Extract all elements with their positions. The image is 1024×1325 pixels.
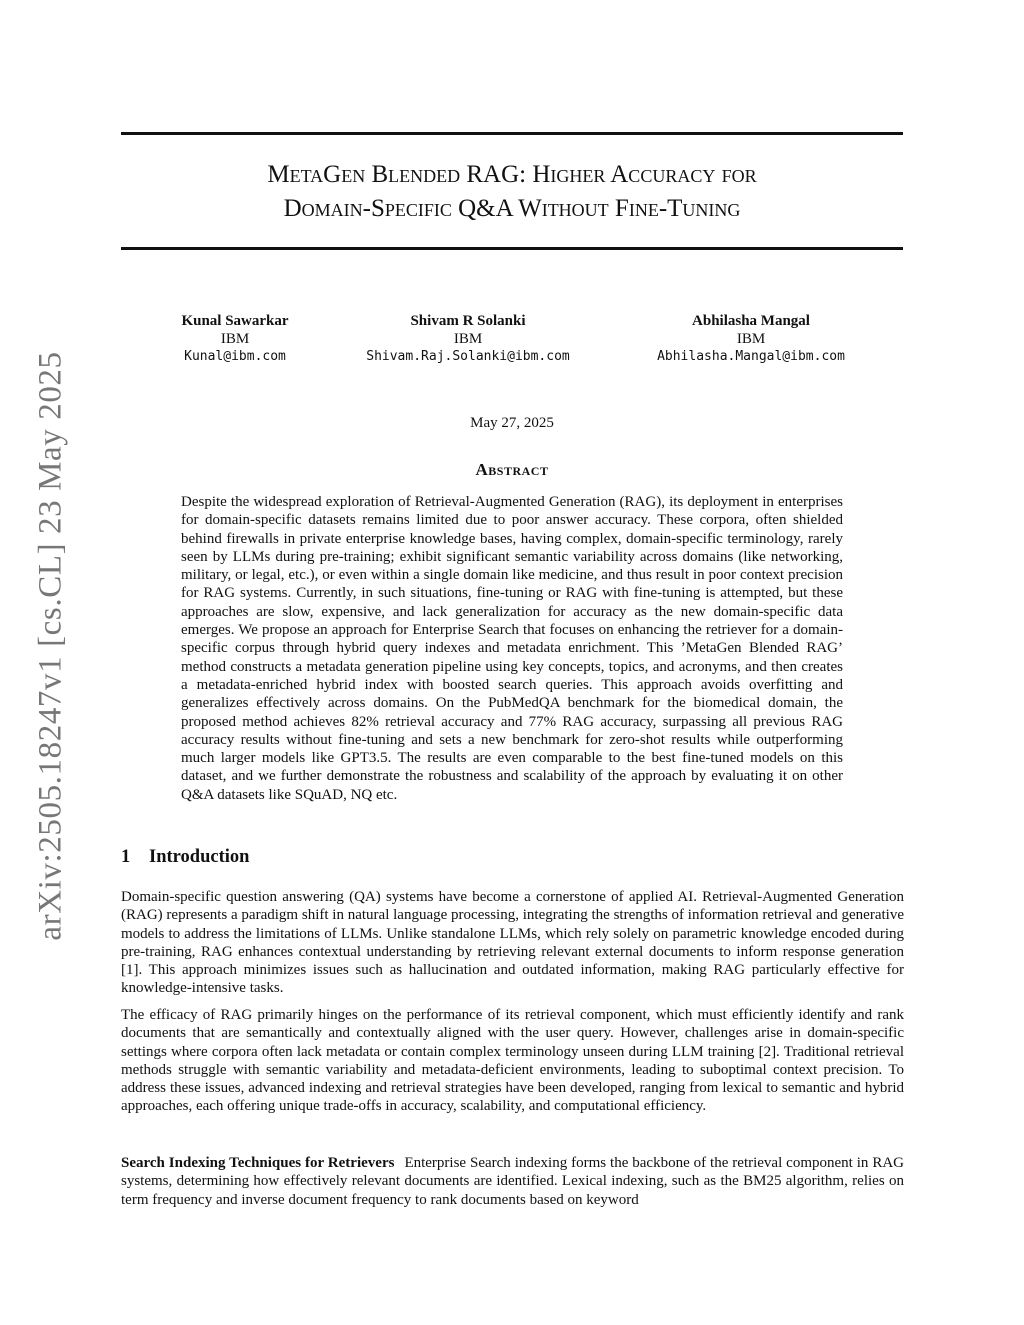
arxiv-identifier: arXiv:2505.18247v1 [cs.CL] 23 May 2025 [32, 351, 69, 941]
title-line-1: MetaGen Blended RAG: Higher Accuracy for [267, 161, 757, 188]
author-email[interactable]: Abhilasha.Mangal@ibm.com [657, 349, 845, 364]
intro-paragraph-3 [121, 1154, 904, 1209]
author-block [121, 312, 903, 372]
abstract-heading: Abstract [475, 460, 549, 479]
section-title: Introduction [149, 847, 250, 867]
paragraph-run-in-heading: Search Indexing Techniques for Retrievers [121, 1155, 395, 1171]
author-affiliation: IBM [736, 331, 766, 347]
section-number: 1 [121, 847, 131, 867]
title-line-2: Domain-Specific Q&A Without Fine-Tuning [283, 195, 741, 222]
author-email[interactable]: Shivam.Raj.Solanki@ibm.com [366, 349, 570, 364]
section-heading-introduction [121, 847, 249, 868]
author-affiliation: IBM [453, 331, 483, 347]
publication-date: May 27, 2025 [470, 415, 554, 431]
author-3 [626, 312, 876, 366]
author-email[interactable]: Kunal@ibm.com [184, 349, 286, 364]
author-affiliation: IBM [220, 331, 250, 347]
author-name: Shivam R Solanki [410, 313, 526, 329]
paragraph-body: Enterprise Search indexing forms the backbone of the retrieval component in RAG systems, determining how effectively relevant documents are identified. Lexical indexing, such as the BM25 algorithm, relies on term frequency and inverse document frequency to rank documents based on keyword [121, 1155, 904, 1208]
abstract-text: Despite the widespread exploration of Retrieval-Augmented Generation (RAG), its deployment in enterprises for domain-specific datasets remains limited due to poor answer accuracy. These corpora, often shielded behind firewalls in private enterprise knowledge bases, having complex, domain-specific terminology, rarely seen by LLMs during pre-training; exhibit significant semantic variability across domains (like networking, military, or legal, etc.), or even within a single domain like medicine, and thus result in poor context precision for RAG systems. Currently, in such situations, fine-tuning or RAG with fine-tuning is attempted, but these approaches are slow, expensive, and lack generalization for accuracy as the new domain-specific data emerges. We propose an approach for Enterprise Search that focuses on enhancing the retriever for a domain-specific corpus through hybrid query indexes and metadata enrichment. This ’MetaGen Blended RAG’ method constructs a metadata generation pipeline using key concepts, topics, and acronyms, and then creates a metadata-enriched hybrid index with boosted search queries. This approach avoids overfitting and generalizes effectively across domains. On the PubMedQA benchmark for the biomedical domain, the proposed method achieves 82% retrieval accuracy and 77% RAG accuracy, surpassing all previous RAG accuracy results without fine-tuning and sets a new benchmark for zero-shot results while outperforming much larger models like GPT3.5. The results are even comparable to the best fine-tuned models on this dataset, and we further demonstrate the robustness and scalability of the approach by evaluating it on other Q&A datasets like SQuAD, NQ etc. [181, 494, 843, 803]
intro-paragraph-2: The efficacy of RAG primarily hinges on the performance of its retrieval component, which must efficiently identify and rank documents that are semantically and contextually aligned with the user query. However, challenges arise in domain-specific settings where corpora often lack metadata or contain complex terminology unseen during LLM training [2]. Traditional retrieval methods struggle with semantic variability and metadata-deficient environments, leading to suboptimal context precision. To address these issues, advanced indexing and retrieval strategies have been developed, ranging from lexical to semantic and hybrid approaches, each offering unique trade-offs in accuracy, scalability, and computational efficiency. [121, 1007, 904, 1115]
author-2 [341, 312, 595, 366]
title-bottom-rule [121, 247, 903, 250]
paper-title [121, 158, 903, 226]
title-top-rule [121, 132, 903, 135]
author-1 [121, 312, 349, 366]
intro-paragraph-1: Domain-specific question answering (QA) systems have become a cornerstone of applied AI. Retrieval-Augmented Generation (RAG) represents a paradigm shift in natural language processing, integrating the strengths of information retrieval and generative models to address the limitations of LLMs. Unlike standalone LLMs, which rely solely on parametric knowledge encoded during pre-training, RAG enhances contextual understanding by retrieving relevant external documents to inform response generation [1]. This approach minimizes issues such as hallucination and outdated information, making RAG particularly effective for knowledge-intensive tasks. [121, 889, 904, 997]
author-name: Kunal Sawarkar [181, 313, 289, 329]
author-name: Abhilasha Mangal [692, 313, 810, 329]
